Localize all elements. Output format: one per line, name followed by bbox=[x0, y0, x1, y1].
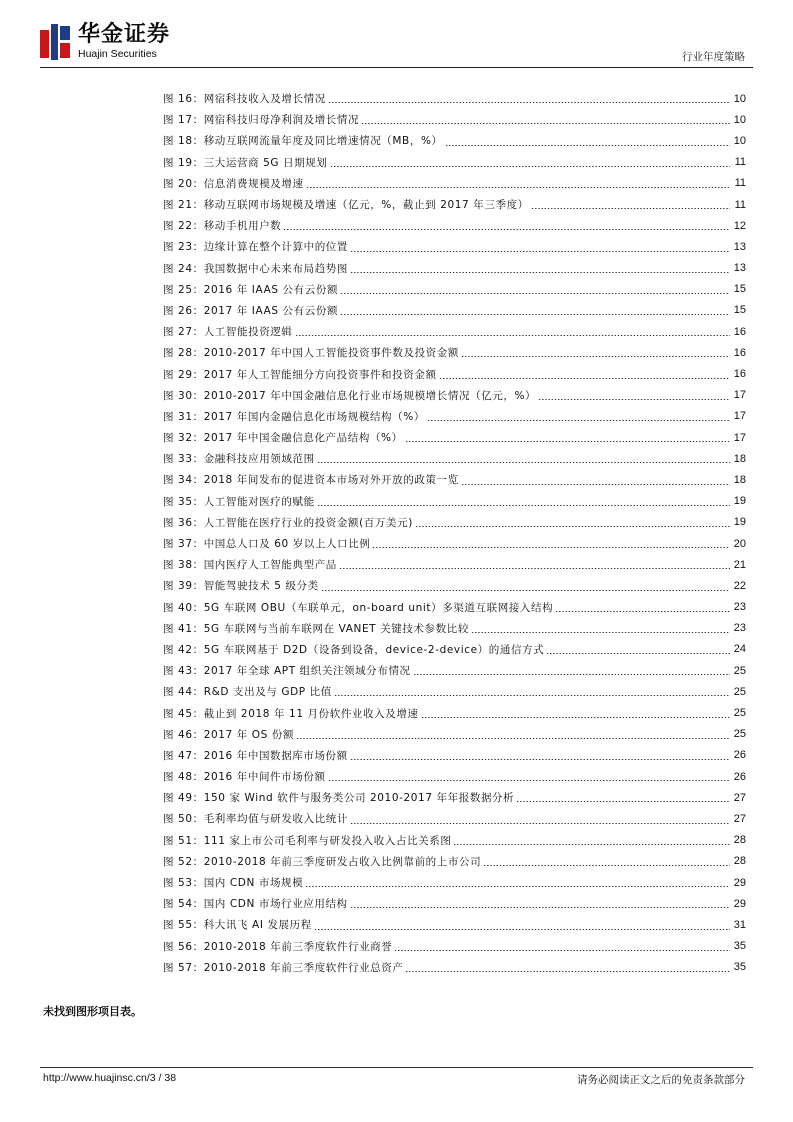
toc-entry-page-number[interactable]: 11 bbox=[734, 156, 746, 169]
toc-entry-title[interactable]: 图 20：信息消费规模及增速 bbox=[163, 177, 304, 190]
toc-leader-dots bbox=[394, 946, 730, 952]
toc-leader-dots bbox=[421, 713, 730, 719]
toc-leader-dots bbox=[555, 607, 730, 613]
toc-leader-dots bbox=[405, 437, 730, 443]
logo-english-name: Huajin Securities bbox=[78, 48, 157, 61]
toc-entry-page-number[interactable]: 22 bbox=[733, 579, 746, 592]
toc-leader-dots bbox=[350, 247, 730, 253]
footer-divider bbox=[40, 1067, 753, 1068]
toc-entry-page-number[interactable]: 15 bbox=[733, 283, 746, 296]
toc-entry-title[interactable]: 图 55：科大讯飞 AI 发展历程 bbox=[163, 919, 312, 932]
toc-entry[interactable] bbox=[163, 363, 746, 384]
toc-leader-dots bbox=[546, 649, 730, 655]
toc-entry-title[interactable]: 图 45：截止到 2018 年 11 月份软件业收入及增速 bbox=[163, 707, 419, 720]
toc-entry-title[interactable]: 图 42：5G 车联网基于 D2D（设备到设备，device-2-device）的通信方式 bbox=[163, 643, 545, 656]
toc-entry-title[interactable]: 图 43：2017 年全球 APT 组织关注领域分布情况 bbox=[163, 665, 411, 678]
toc-entry-page-number[interactable]: 19 bbox=[733, 495, 746, 508]
toc-entry-title[interactable]: 图 21：移动互联网市场规模及增速（亿元，%，截止到 2017 年三季度） bbox=[163, 199, 529, 212]
toc-leader-dots bbox=[295, 331, 731, 337]
company-logo bbox=[40, 24, 170, 60]
toc-entry[interactable] bbox=[163, 554, 746, 575]
toc-leader-dots bbox=[321, 586, 730, 592]
toc-leader-dots bbox=[314, 925, 730, 931]
toc-entry-page-number[interactable]: 10 bbox=[733, 113, 746, 126]
toc-entry-title[interactable]: 图 49：150 家 Wind 软件与服务类公司 2010-2017 年年报数据分析 bbox=[163, 792, 515, 805]
toc-entry-title[interactable]: 图 50：毛利率均值与研发收入比统计 bbox=[163, 813, 348, 826]
toc-entry-page-number[interactable]: 28 bbox=[733, 855, 746, 868]
toc-leader-dots bbox=[350, 903, 730, 909]
toc-entry-title[interactable]: 图 28：2010-2017 年中国人工智能投资事件数及投资金额 bbox=[163, 347, 459, 360]
toc-entry-title[interactable]: 图 32：2017 年中国金融信息化产品结构（%） bbox=[163, 432, 403, 445]
toc-entry[interactable] bbox=[163, 130, 746, 151]
toc-entry-page-number[interactable]: 18 bbox=[733, 452, 746, 465]
report-type-label: 行业年度策略 bbox=[682, 51, 745, 63]
toc-leader-dots bbox=[306, 183, 730, 189]
toc-leader-dots bbox=[415, 522, 730, 528]
toc-entry-title[interactable]: 图 34：2018 年间发布的促进资本市场对外开放的政策一览 bbox=[163, 474, 459, 487]
toc-leader-dots bbox=[317, 458, 730, 464]
toc-leader-dots bbox=[328, 776, 730, 782]
toc-entry-title[interactable]: 图 16：网宿科技收入及增长情况 bbox=[163, 93, 326, 106]
toc-entry-title[interactable]: 图 24：我国数据中心未来布局趋势图 bbox=[163, 262, 348, 275]
toc-entry[interactable] bbox=[163, 808, 746, 829]
toc-entry-page-number[interactable]: 20 bbox=[733, 537, 746, 550]
toc-entry-page-number[interactable]: 19 bbox=[733, 516, 746, 529]
toc-entry[interactable] bbox=[163, 575, 746, 596]
toc-entry-page-number[interactable]: 35 bbox=[733, 961, 746, 974]
toc-entry-page-number[interactable]: 26 bbox=[733, 749, 746, 762]
toc-entry[interactable] bbox=[163, 681, 746, 702]
toc-entry-page-number[interactable]: 11 bbox=[734, 198, 746, 211]
toc-entry[interactable] bbox=[163, 766, 746, 787]
toc-entry[interactable] bbox=[163, 872, 746, 893]
toc-entry[interactable] bbox=[163, 448, 746, 469]
toc-entry-title[interactable]: 图 35：人工智能对医疗的赋能 bbox=[163, 495, 315, 508]
toc-entry-page-number[interactable]: 16 bbox=[733, 346, 746, 359]
toc-entry-page-number[interactable]: 18 bbox=[733, 473, 746, 486]
toc-entry-page-number[interactable]: 24 bbox=[733, 643, 746, 656]
toc-entry-page-number[interactable]: 13 bbox=[733, 240, 746, 253]
toc-entry-title[interactable]: 图 40：5G 车联网 OBU（车联单元，on-board unit）多渠道互联网接入结构 bbox=[163, 601, 554, 614]
toc-entry[interactable] bbox=[163, 787, 746, 808]
toc-leader-dots bbox=[361, 119, 730, 125]
toc-leader-dots bbox=[471, 628, 730, 634]
toc-entry-page-number[interactable]: 17 bbox=[733, 389, 746, 402]
toc-leader-dots bbox=[461, 352, 730, 358]
toc-entry[interactable] bbox=[163, 893, 746, 914]
toc-leader-dots bbox=[538, 395, 730, 401]
toc-entry-page-number[interactable]: 16 bbox=[733, 325, 746, 338]
toc-entry-page-number[interactable]: 27 bbox=[733, 791, 746, 804]
toc-leader-dots bbox=[305, 882, 730, 888]
toc-entry[interactable] bbox=[163, 152, 746, 173]
toc-entry-page-number[interactable]: 13 bbox=[733, 262, 746, 275]
toc-entry-title[interactable]: 图 57：2010-2018 年前三季度软件行业总资产 bbox=[163, 961, 404, 974]
toc-entry-title[interactable]: 图 44：R&D 支出及与 GDP 比值 bbox=[163, 686, 332, 699]
toc-leader-dots bbox=[427, 416, 730, 422]
toc-entry-title[interactable]: 图 38：国内医疗人工智能典型产品 bbox=[163, 559, 337, 572]
page-header bbox=[0, 0, 793, 70]
toc-entry[interactable] bbox=[163, 236, 746, 257]
toc-leader-dots bbox=[413, 670, 730, 676]
toc-entry-page-number[interactable]: 17 bbox=[733, 431, 746, 444]
toc-entry-page-number[interactable]: 10 bbox=[733, 92, 746, 105]
toc-leader-dots bbox=[372, 543, 730, 549]
toc-entry-page-number[interactable]: 12 bbox=[733, 219, 746, 232]
toc-leader-dots bbox=[350, 755, 730, 761]
toc-entry-title[interactable]: 图 33：金融科技应用领域范围 bbox=[163, 453, 315, 466]
toc-entry-page-number[interactable]: 11 bbox=[734, 177, 746, 190]
toc-entry-title[interactable]: 图 41：5G 车联网与当前车联网在 VANET 关键技术参数比较 bbox=[163, 622, 469, 635]
toc-entry[interactable] bbox=[163, 258, 746, 279]
toc-leader-dots bbox=[340, 310, 730, 316]
toc-entry-page-number[interactable]: 23 bbox=[733, 601, 746, 614]
toc-entry-title[interactable]: 图 47：2016 年中国数据库市场份额 bbox=[163, 749, 348, 762]
toc-entry-title[interactable]: 图 54：国内 CDN 市场行业应用结构 bbox=[163, 898, 348, 911]
header-divider bbox=[40, 67, 753, 68]
toc-entry-title[interactable]: 图 52：2010-2018 年前三季度研发占收入比例靠前的上市公司 bbox=[163, 855, 482, 868]
toc-entry-title[interactable]: 图 48：2016 年中间件市场份额 bbox=[163, 771, 326, 784]
toc-entry-page-number[interactable]: 28 bbox=[733, 834, 746, 847]
toc-entry[interactable] bbox=[163, 469, 746, 490]
toc-entry-title[interactable]: 图 19：三大运营商 5G 日期规划 bbox=[163, 156, 328, 169]
toc-entry-page-number[interactable]: 16 bbox=[733, 368, 746, 381]
toc-leader-dots bbox=[334, 691, 730, 697]
huajin-logo-icon bbox=[40, 24, 70, 60]
toc-entry[interactable] bbox=[163, 914, 746, 935]
toc-entry-title[interactable]: 图 51：111 家上市公司毛利率与研发投入收入占比关系图 bbox=[163, 834, 452, 847]
toc-entry[interactable] bbox=[163, 342, 746, 363]
figure-list bbox=[163, 88, 746, 978]
toc-entry[interactable] bbox=[163, 957, 746, 978]
toc-entry-page-number[interactable]: 21 bbox=[733, 558, 746, 571]
toc-entry[interactable] bbox=[163, 321, 746, 342]
toc-entry-page-number[interactable]: 25 bbox=[733, 707, 746, 720]
toc-entry[interactable] bbox=[163, 639, 746, 660]
toc-entry-title[interactable]: 图 25：2016 年 IAAS 公有云份额 bbox=[163, 283, 339, 296]
toc-entry-title[interactable]: 图 17：网宿科技归母净利润及增长情况 bbox=[163, 114, 360, 127]
toc-entry-title[interactable]: 图 29：2017 年人工智能细分方向投资事件和投资金额 bbox=[163, 368, 437, 381]
toc-entry[interactable] bbox=[163, 215, 746, 236]
toc-entry[interactable] bbox=[163, 300, 746, 321]
toc-entry[interactable] bbox=[163, 427, 746, 448]
toc-entry[interactable] bbox=[163, 597, 746, 618]
toc-entry[interactable] bbox=[163, 88, 746, 109]
toc-leader-dots bbox=[350, 268, 730, 274]
toc-entry[interactable] bbox=[163, 660, 746, 681]
toc-entry[interactable] bbox=[163, 109, 746, 130]
toc-entry-title[interactable]: 图 37：中国总人口及 60 岁以上人口比例 bbox=[163, 538, 371, 551]
toc-entry[interactable] bbox=[163, 491, 746, 512]
toc-entry-title[interactable]: 图 36：人工智能在医疗行业的投资金额(百万美元) bbox=[163, 516, 413, 529]
toc-entry-title[interactable]: 图 46：2017 年 OS 份额 bbox=[163, 728, 295, 741]
toc-entry-page-number[interactable]: 15 bbox=[733, 304, 746, 317]
toc-entry-title[interactable]: 图 22：移动手机用户数 bbox=[163, 220, 282, 233]
toc-entry-page-number[interactable]: 26 bbox=[733, 770, 746, 783]
toc-entry[interactable] bbox=[163, 745, 746, 766]
toc-entry-page-number[interactable]: 27 bbox=[733, 812, 746, 825]
toc-entry-page-number[interactable]: 31 bbox=[733, 918, 746, 931]
toc-entry[interactable] bbox=[163, 936, 746, 957]
toc-leader-dots bbox=[439, 374, 730, 380]
toc-leader-dots bbox=[296, 734, 730, 740]
toc-entry-title[interactable]: 图 27：人工智能投资逻辑 bbox=[163, 326, 293, 339]
toc-entry[interactable] bbox=[163, 851, 746, 872]
toc-leader-dots bbox=[328, 98, 730, 104]
toc-entry-page-number[interactable]: 29 bbox=[733, 897, 746, 910]
toc-entry[interactable] bbox=[163, 702, 746, 723]
toc-entry-page-number[interactable]: 25 bbox=[733, 685, 746, 698]
toc-leader-dots bbox=[461, 480, 730, 486]
toc-entry[interactable] bbox=[163, 512, 746, 533]
toc-entry[interactable] bbox=[163, 533, 746, 554]
footer-disclaimer: 请务必阅读正文之后的免责条款部分 bbox=[577, 1074, 745, 1086]
toc-leader-dots bbox=[339, 564, 730, 570]
toc-entry-title[interactable]: 图 53：国内 CDN 市场规模 bbox=[163, 877, 304, 890]
toc-entry[interactable] bbox=[163, 618, 746, 639]
toc-leader-dots bbox=[483, 861, 730, 867]
toc-entry[interactable] bbox=[163, 194, 746, 215]
toc-leader-dots bbox=[445, 141, 730, 147]
toc-entry-page-number[interactable]: 35 bbox=[733, 940, 746, 953]
toc-entry[interactable] bbox=[163, 406, 746, 427]
footer-url-page[interactable]: http://www.huajinsc.cn/3 / 38 bbox=[43, 1072, 177, 1084]
toc-entry[interactable] bbox=[163, 724, 746, 745]
toc-entry[interactable] bbox=[163, 385, 746, 406]
toc-leader-dots bbox=[516, 797, 730, 803]
toc-entry-page-number[interactable]: 25 bbox=[733, 728, 746, 741]
toc-entry[interactable] bbox=[163, 173, 746, 194]
toc-leader-dots bbox=[340, 289, 730, 295]
toc-entry-page-number[interactable]: 17 bbox=[733, 410, 746, 423]
toc-entry[interactable] bbox=[163, 830, 746, 851]
toc-leader-dots bbox=[453, 840, 730, 846]
toc-leader-dots bbox=[531, 204, 730, 210]
empty-table-list-notice: 未找到图形项目表。 bbox=[43, 1005, 142, 1018]
toc-entry-title[interactable]: 图 26：2017 年 IAAS 公有云份额 bbox=[163, 304, 339, 317]
toc-entry-title[interactable]: 图 30：2010-2017 年中国金融信息化行业市场规模增长情况（亿元，%） bbox=[163, 389, 537, 402]
toc-entry-title[interactable]: 图 39：智能驾驶技术 5 级分类 bbox=[163, 580, 319, 593]
toc-entry-page-number[interactable]: 25 bbox=[733, 664, 746, 677]
toc-entry-page-number[interactable]: 29 bbox=[733, 876, 746, 889]
toc-leader-dots bbox=[283, 225, 730, 231]
toc-entry-title[interactable]: 图 23：边缘计算在整个计算中的位置 bbox=[163, 241, 348, 254]
toc-entry-title[interactable]: 图 56：2010-2018 年前三季度软件行业商誉 bbox=[163, 940, 393, 953]
toc-entry-page-number[interactable]: 10 bbox=[733, 134, 746, 147]
logo-chinese-name: 华金证券 bbox=[78, 22, 171, 48]
toc-entry-title[interactable]: 图 31：2017 年国内金融信息化市场规模结构（%） bbox=[163, 410, 425, 423]
toc-leader-dots bbox=[330, 162, 731, 168]
toc-entry-page-number[interactable]: 23 bbox=[733, 622, 746, 635]
toc-leader-dots bbox=[405, 967, 730, 973]
toc-leader-dots bbox=[317, 501, 730, 507]
toc-leader-dots bbox=[350, 819, 730, 825]
toc-entry-title[interactable]: 图 18：移动互联网流量年度及同比增速情况（MB，%） bbox=[163, 135, 443, 148]
toc-entry[interactable] bbox=[163, 279, 746, 300]
